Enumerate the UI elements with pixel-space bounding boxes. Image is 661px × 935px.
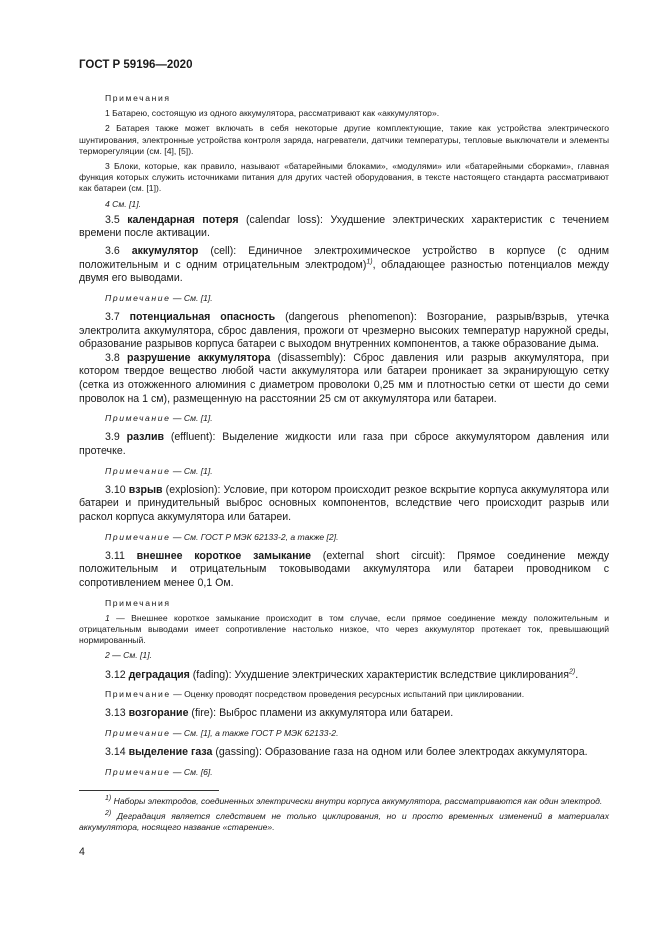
term-note xyxy=(79,466,609,477)
term-3-7 xyxy=(79,311,609,352)
term-3-9 xyxy=(79,431,609,458)
note-4: 4 См. [1]. xyxy=(105,198,141,209)
footnote-ref[interactable]: 1) xyxy=(366,258,373,266)
term-3-8 xyxy=(79,352,609,406)
term-number: 3.9 xyxy=(105,431,120,444)
term-3-13 xyxy=(79,707,609,721)
term-name: разлив xyxy=(126,431,164,444)
note-label: Примечание xyxy=(105,465,171,476)
term-definition: (fading): Ухудшение электрических характеристик вследствие циклирования xyxy=(189,668,569,681)
term-name: выделение газа xyxy=(128,746,213,759)
note-text: — Внешнее короткое замыкание происходит в том случае, если прямое соединение между положительным и отрицательным выводами имеет сопротивление настолько низкое, что через аккумулятор протекает ток, превышающий нормированный. xyxy=(79,612,609,646)
note-text: — См. [1]. xyxy=(170,465,213,476)
footnote-1 xyxy=(79,796,609,807)
note-label: Примечание xyxy=(105,727,171,738)
notes-heading: Примечания xyxy=(105,597,171,608)
term-number: 3.8 xyxy=(105,351,120,364)
term-number: 3.12 xyxy=(105,668,126,681)
footnote-text: Деградация является следствием не только циклирования, но и просто временных изменений в материалах аккумулятора, носящего название «старение». xyxy=(79,811,609,833)
term-definition: (fire): Выброс пламени из аккумулятора или батареи. xyxy=(188,707,454,720)
note-label: Примечание xyxy=(105,689,171,700)
footnote-2 xyxy=(79,811,609,833)
term-name: разрушение аккумулятора xyxy=(127,351,271,364)
note-label: Примечание xyxy=(105,766,171,777)
page-number: 4 xyxy=(79,846,85,858)
term-3-10 xyxy=(79,484,609,525)
term-number: 3.7 xyxy=(105,311,120,323)
term-definition-cont: , обладающее разностью потенциалов между двумя его выводами. xyxy=(79,258,609,285)
term-end: . xyxy=(575,668,579,681)
term-definition: (gassing): Образование газа на одном или более электродах аккумулятора. xyxy=(212,746,588,759)
term-3-12 xyxy=(79,669,609,683)
note-2: 2 — См. [1]. xyxy=(105,650,152,661)
note-text: — См. [1], а также ГОСТ Р МЭК 62133-2. xyxy=(170,727,339,738)
term-name: деградация xyxy=(128,668,190,681)
term-definition: (disassembly): Сброс давления или разрыв аккумулятора, при котором твердое вещество любой части аккумулятора или батареи проникает за экранирующую сетку (сетка из отожженного алюминия с диаметром проволоки 0,25 мм и плотностью сетки от шести до семи проволок на 1 см), размещенную на расстоянии 25 см от аккумулятора или батареи. xyxy=(79,351,609,405)
term-name: аккумулятор xyxy=(131,245,199,258)
note-3: 3 Блоки, которые, как правило, называют «батарейными блоками», «модулями» или «батарейными сборками», главная функция которых служить источниками питания для других частей оборудования, в тексте настоящего стандарта рассматривают как батареи (см. [1]). xyxy=(79,161,609,194)
term-3-5 xyxy=(79,214,609,241)
note-label: Примечание xyxy=(105,413,171,424)
document-body xyxy=(79,93,609,778)
note-label: Примечание xyxy=(105,292,171,303)
term-definition: (explosion): Условие, при котором происходит резкое вскрытие корпуса аккумулятора или батареи и принудительный выброс основных компонентов, вследствие чего происходит разрыв или раскол корпуса аккумулятора или батареи. xyxy=(79,483,609,523)
term-number: 3.14 xyxy=(105,746,126,759)
note-text: — См. ГОСТ Р МЭК 62133-2, а также [2]. xyxy=(170,531,339,542)
document-header: ГОСТ Р 59196—2020 xyxy=(79,59,193,71)
term-number: 3.10 xyxy=(105,483,126,496)
term-note xyxy=(79,767,609,778)
term-note xyxy=(79,728,609,739)
term-name: потенциальная опасность xyxy=(129,311,276,323)
term-definition: (dangerous phenomenon): Возгорание, разрыв/взрыв, утечка электролита аккумулятора, сброс давления, прожоги от чрезмерно высоких температур наружной среды, образование разрывов корпуса батареи с выходом внутренних компонентов, а также образование дыма. xyxy=(79,311,609,351)
note-text: — См. [1]. xyxy=(170,413,213,424)
term-3-14 xyxy=(79,746,609,760)
term-definition: (effluent): Выделение жидкости или газа при сбросе аккумулятором давления или протечке. xyxy=(79,431,609,457)
term-name: возгорание xyxy=(128,707,189,720)
term-note xyxy=(79,413,609,424)
note-label: Примечание xyxy=(105,531,171,542)
term-name: календарная потеря xyxy=(127,213,239,226)
footnote-mark: 2) xyxy=(105,810,112,818)
footnote-ref[interactable]: 2) xyxy=(568,668,576,675)
note-2: 2 Батарея также может включать в себя некоторые другие комплектующие, такие как устройства электрического шунтирования, электронные устройства контроля заряда, нагреватели, датчики температуры, тепловые выключатели и элементы терморегуляции (см. [4], [5]). xyxy=(79,123,609,156)
footnote-divider xyxy=(79,790,219,791)
term-3-11 xyxy=(79,550,609,591)
footnotes xyxy=(79,796,609,834)
note-1 xyxy=(79,613,609,647)
note-number: 1 xyxy=(105,612,110,623)
term-definition: (calendar loss): Ухудшение электрических характеристик с течением времени после активации. xyxy=(79,213,609,240)
footnote-text: Наборы электродов, соединенных электрически внутри корпуса аккумулятора, рассматриваются как один электрод. xyxy=(111,796,603,806)
term-definition: (cell): Единичное электрохимическое устройство в корпусе (с одним положительным и с одним отрицательным электродом) xyxy=(79,245,609,271)
notes-heading: Примечания xyxy=(105,93,171,103)
term-number: 3.5 xyxy=(105,213,120,226)
note-1: 1 Батарею, состоящую из одного аккумулятора, рассматривают как «аккумулятор». xyxy=(105,108,440,119)
footnote-mark: 1) xyxy=(105,795,112,803)
term-note xyxy=(79,293,609,304)
note-text: — См. [1]. xyxy=(170,292,213,303)
term-number: 3.11 xyxy=(105,549,125,562)
term-name: внешнее короткое замыкание xyxy=(136,549,311,562)
term-name: взрыв xyxy=(128,483,163,496)
term-number: 3.6 xyxy=(105,245,120,258)
note-text: — См. [6]. xyxy=(170,766,213,777)
term-definition: (external short circuit): Прямое соединение между положительным и отрицательным токовыводами аккумулятора или батареи проводником с сопротивлением менее 0,1 Ом. xyxy=(79,549,609,589)
term-number: 3.13 xyxy=(105,707,126,720)
note-text: — Оценку проводят посредством проведения ресурсных испытаний при циклировании. xyxy=(170,689,525,700)
term-note xyxy=(79,689,609,700)
term-3-6 xyxy=(79,245,609,286)
term-note xyxy=(79,532,609,543)
